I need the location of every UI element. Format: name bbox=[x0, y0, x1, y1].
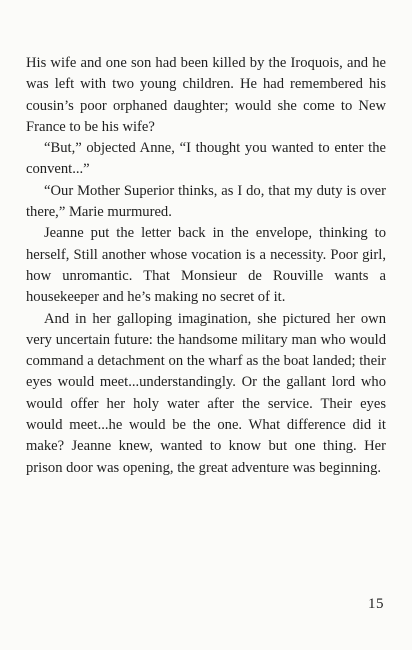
paragraph-4: Jeanne put the letter back in the envelope, thinking to herself, Still another whose vocation is a necessity. Poor girl, how unromantic. That Monsieur de Rouville wants a housekeeper and he’s making no secret of it. bbox=[26, 225, 386, 306]
paragraph-3: “Our Mother Superior thinks, as I do, that my duty is over there,” Marie murmured. bbox=[26, 182, 386, 221]
paragraph-2: “But,” objected Anne, “I thought you wanted to enter the convent...” bbox=[26, 140, 386, 178]
page-number: 15 bbox=[368, 596, 384, 612]
paragraph-1: His wife and one son had been killed by the Iroquois, and he was left with two young children. He had remembered his cousin’s poor orphaned daughter; would she come to New France to be his wife? bbox=[26, 55, 386, 135]
paragraph-5: And in her galloping imagination, she pictured her own very uncertain future: the handsome military man who would command a detachment on the wharf as the boat landed; their eyes would meet...understandingly. Or the gallant lord who would offer her holy water after the service. Their eyes would meet...he would be the one. What difference did it make? Jeanne knew, wanted to know but one thing. Her prison door was opening, the great adventure was beginning. bbox=[26, 310, 386, 476]
body-text bbox=[26, 53, 386, 479]
